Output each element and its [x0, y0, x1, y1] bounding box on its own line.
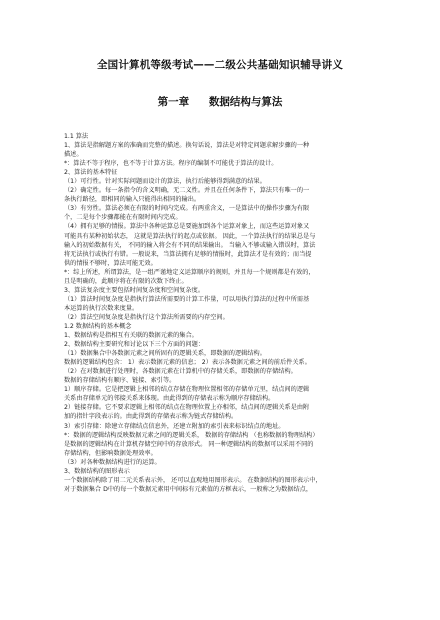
text-line: 输入的初始数据有关， 不同的输入将会有不同的结果输出。 当输入不够或输入错误时，算法	[64, 241, 316, 249]
text-line: *：数据的逻辑结构反映数据元素之间的逻辑关系， 数据的存储结构 （也称数据的物理结构）	[64, 431, 319, 439]
text-line: （1）数据集合中各数据元素之间所固有的逻辑关系，即数据的逻辑结构。	[64, 350, 266, 358]
text-line: 一个数据结构除了用二元关系表示外， 还可以直观地用图形表示。 在数据结构的图形表示中，	[64, 476, 322, 484]
text-line: 3、算法复杂度主要包括时间复杂度和空间复杂度。	[64, 286, 205, 294]
text-line: 条执行路径，即相同的输入只能得出相同的输出。	[64, 196, 201, 204]
text-line: *：算法不等于程序，也不等于计算方法。程序的编制不可能优于算法的设计。	[64, 160, 278, 168]
text-line: 供的情报不够时，算法可能无效。	[64, 259, 157, 267]
text-line: （2）算法空间复杂度是指执行这个算法所需要的内存空间。	[64, 313, 229, 321]
text-line: 1、算法是指解题方案的准确而完整的描述。换句话说，算法是对特定问题求解步骤的一种	[64, 142, 310, 150]
body-text	[64, 132, 384, 494]
text-line: 1）顺序存储。它是把逻辑上相邻的结点存储在物理位置相邻的存储单元里，结点间的逻辑	[64, 386, 310, 394]
text-line: 关系由存储单元的邻接关系来体现。由此得到的存储表示称为顺序存储结构。	[64, 395, 275, 403]
text-line: 个，二是每个步骤都能在有限时间内完成。	[64, 214, 182, 222]
text-line: （1）可行性。针对实际问题而设计的算法，执行后能够得到满意的结果。	[64, 178, 266, 186]
text-line: 3）索引存储：除建立存储结点信息外，还建立附加的索引表来标识结点的地址。	[64, 422, 285, 430]
text-line: 且是明确的，此顺序将在有限的次数下终止。	[64, 277, 188, 285]
text-line: 数据的存储结构有顺序、链接、索引等。	[64, 377, 176, 385]
text-line: 可能具有某种初始状态， 这就是算法执行的起点或依据。 因此，一个算法执行的结果总是与	[64, 232, 316, 240]
text-line: 对于数据集合 D中的每一个数据元素用中间标有元素值的方框表示，一般称之为数据结点，	[64, 485, 313, 493]
text-line: 2）链接存储。它不要求逻辑上相邻的结点在物理位置上亦相邻，结点间的逻辑关系是由附	[64, 404, 310, 412]
text-line: 2、数据结构主要研究和讨论以下三个方面的问题：	[64, 341, 205, 349]
chapter-heading	[0, 94, 440, 109]
text-line: 1.2 数据结构的基本概念	[64, 322, 132, 330]
text-line: （1）算法时间复杂度是指执行算法所需要的计算工作量，可以用执行算法的过程中所需基	[64, 295, 310, 303]
text-line: （2）确定性。每一条指令的含义明确，无二义性。并且在任何条件下，算法只有唯一的一	[64, 187, 310, 195]
text-line: （2）在对数据进行处理时，各数据元素在计算机中的存储关系，即数据的存储结构。	[64, 368, 297, 376]
text-line: 2、算法的基本特征	[64, 169, 118, 177]
text-line: *：综上所述，所谓算法，是一组严谨地定义运算顺序的规则，并且每一个规则都是有效的，	[64, 268, 315, 276]
text-line: 存储结构，但影响数据处理效率。	[64, 449, 157, 457]
text-line: 加的指针字段表示的。由此得到的存储表示称为链式存储结构。	[64, 413, 238, 421]
text-line: 3、数据结构的图形表示	[64, 467, 130, 475]
text-line: （3）有穷性。算法必须在有限的时间内完成。有两重含义，一是算法中的操作步骤为有限	[64, 205, 310, 213]
text-line: 1.1 算法	[64, 133, 89, 140]
text-line: 是数据的逻辑结构在计算机存储空间中的存放形式。 同一种逻辑结构的数据可以采用不同的	[64, 440, 314, 448]
text-line: 1、数据结构是指相互有关联的数据元素的集合。	[64, 332, 198, 340]
text-line: （3）对各种数据结构进行的运算。	[64, 458, 161, 466]
text-line: 数据的逻辑结构包含： 1）表示数据元素的信息； 2）表示各数据元素之间的前后件关系。	[64, 359, 311, 367]
text-line: 本运算的执行次数来度量。	[64, 304, 139, 312]
chapter-number: 第一章	[157, 96, 190, 108]
text-line: 将无法执行或执行有错。一般说来，当算法拥有足够的情报时，此算法才是有效的；而当提	[64, 250, 312, 258]
document-title: 全国计算机等级考试——二级公共基础知识辅导讲义	[96, 59, 344, 71]
chapter-title: 数据结构与算法	[208, 96, 283, 108]
text-line: （4）拥有足够的情报。算法中各种运算总是要施加到各个运算对象上，而这些运算对象又	[64, 223, 310, 231]
text-line: 描述。	[64, 151, 83, 159]
